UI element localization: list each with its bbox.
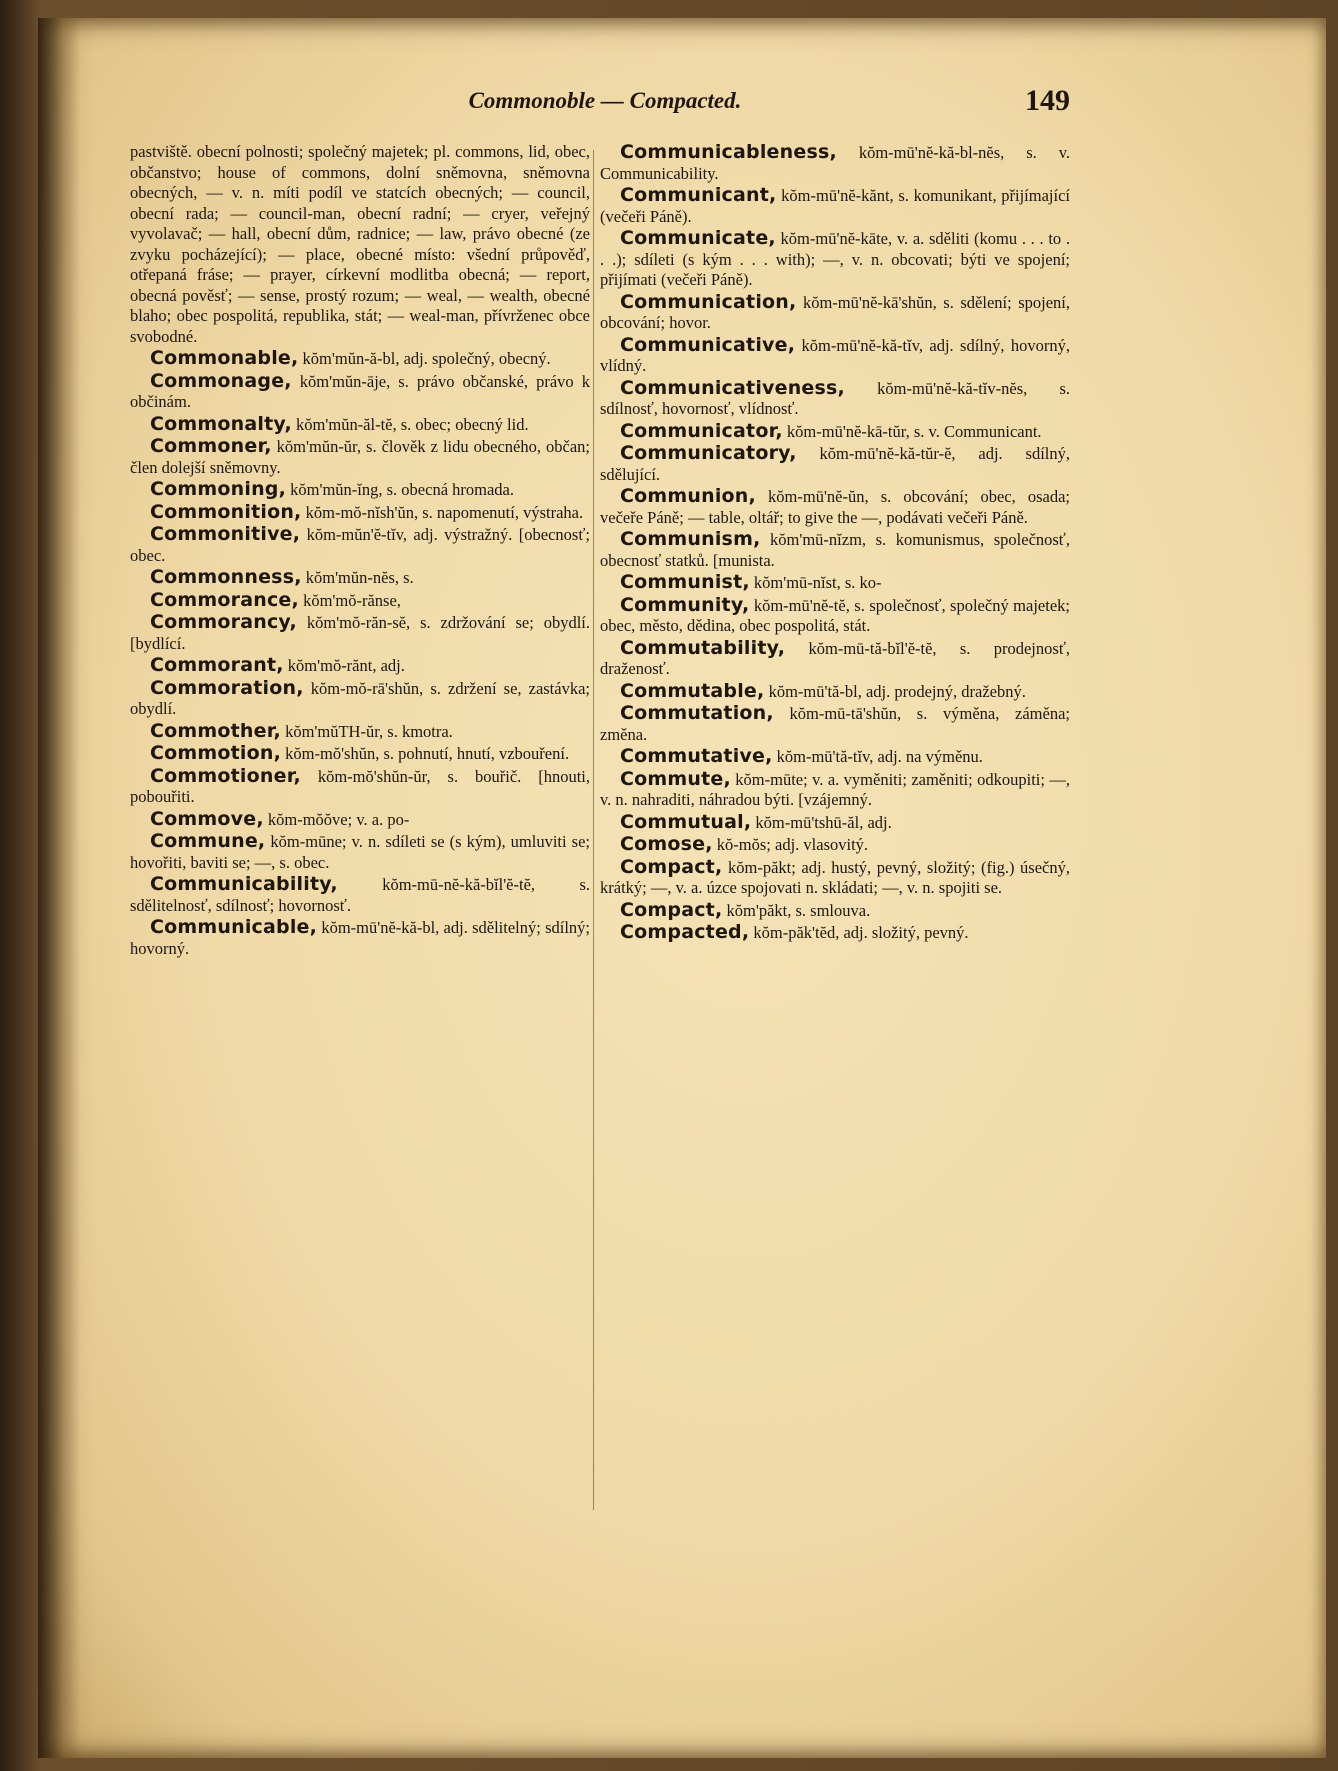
book-gutter	[38, 18, 80, 1758]
entry-headword: Communion,	[620, 485, 756, 507]
right-column	[600, 142, 1070, 945]
dictionary-entry	[600, 292, 1070, 334]
entry-headword: Commutual,	[620, 810, 752, 833]
entry-definition: kŏm'mŭn-ăl-tĕ, s. obec; obecný lid.	[291, 414, 529, 434]
entry-headword: Commonness,	[150, 566, 302, 588]
entry-headword: Communicatory,	[620, 442, 797, 464]
entry-headword: Communist,	[620, 571, 750, 593]
entry-headword: Commute,	[620, 767, 731, 790]
dictionary-entry	[600, 378, 1070, 420]
entry-definition: kŏm'mŭn-ĭng, s. obecná hromada.	[286, 480, 514, 499]
entry-definition: kŏm'mŭn-āje, s. právo občanské, právo k občinám.	[130, 371, 590, 411]
entry-definition: kŏm-mū'nĕ-kāte, v. a. sděliti (komu . . . to . . .); sdíleti (s kým . . . with); —, v. n. obcovati; býti ve spojení; přijímati (večeři Páně).	[600, 229, 1070, 289]
entry-definition: kŏm-mŏŏve; v. a. po-	[263, 809, 410, 829]
entry-headword: Communicativeness,	[620, 376, 845, 399]
entry-headword: Commove,	[150, 807, 264, 830]
entry-headword: Compact,	[620, 898, 723, 921]
dictionary-entry	[600, 142, 1070, 184]
entry-headword: Communism,	[620, 528, 761, 550]
entry-definition: kŏm-mū'nĕ-kă-tŭr-ĕ, adj. sdílný, sdělující.	[600, 444, 1070, 484]
entry-headword: Communicability,	[150, 873, 338, 895]
entry-definition: kŏm-mū'tshū-ăl, adj.	[751, 812, 892, 832]
dictionary-entry	[600, 857, 1070, 899]
entry-definition: kŏ-mŏs; adj. vlasovitý.	[712, 835, 869, 854]
entry-definition: kŏm'mŏ-rănse,	[298, 590, 401, 610]
dictionary-entry	[130, 809, 590, 831]
entry-definition: kŏm'păkt, s. smlouva.	[722, 900, 871, 920]
entry-headword: Commoration,	[150, 676, 304, 699]
entry-definition: kŏm'mŭTH-ŭr, s. kmotra.	[280, 721, 453, 741]
entry-headword: Commotioner,	[150, 764, 301, 787]
dictionary-entry	[130, 567, 590, 589]
entry-definition: kŏm-mū'nĕ-kā-tŭr, s. v. Communicant.	[782, 421, 1042, 441]
dictionary-entry	[600, 595, 1070, 637]
entry-definition: kŏm-mū'nĕ-tĕ, s. společnosť, společný majetek; obec, město, dědina, obec pospolitá, stát.	[600, 595, 1070, 635]
dictionary-entry	[130, 721, 590, 743]
dictionary-entry	[130, 743, 590, 765]
entry-definition: kŏm-mūne; v. n. sdíleti se (s kým), umluviti se; hovořiti, baviti se; —, s. obec.	[130, 832, 590, 872]
dictionary-entry	[600, 486, 1070, 528]
dictionary-entry	[130, 371, 590, 413]
entry-headword: Commonalty,	[150, 412, 292, 435]
entry-headword: Comose,	[620, 833, 713, 855]
entry-headword: Communicant,	[620, 184, 777, 206]
entry-definition: kŏm'mŏ-răn-sĕ, s. zdržování se; obydlí. [bydlící.	[130, 613, 590, 653]
entry-definition: kŏm'mŭn-ă-bl, adj. společný, obecný.	[298, 349, 551, 368]
entry-definition: kŏm-mūte; v. a. vyměniti; zaměniti; odkoupiti; —, v. n. nahraditi, náhradou býti. [vzájemný.	[600, 769, 1070, 809]
dictionary-entry	[600, 529, 1070, 571]
entry-definition: pastviště. obecní polnosti; společný majetek; pl. commons, lid, obec, občanstvo; house of commons, dolní sněmovna, sněmovna obecných, — v. n. míti podíl ve statcích obecných; — council, obecní rada; — council-man, obecní radní; — cryer, veřejný vyvolavač; — hall, obecní dům, radnice; — law, právo obecné (ze zvyku pocházející); — place, obecné místo: všední průpověď, otřepaná fráse; — prayer, církevní modlitba obecná; — report, obecná pověsť; — sense, prostý rozum; — weal, — wealth, obecné blaho; obec pospolitá, republika, stát; — weal-man, přívrženec obce svobodné.	[130, 142, 590, 346]
dictionary-entry	[600, 922, 1070, 944]
entry-headword: Commutation,	[620, 702, 774, 724]
dictionary-entry	[130, 655, 590, 677]
dictionary-entry	[130, 831, 590, 873]
entry-headword: Commutable,	[620, 679, 765, 702]
entry-definition: kŏm'mū-nĭzm, s. komunismus, společnosť, obecnosť statků. [munista.	[600, 530, 1070, 570]
entry-definition: kŏm-mū'nĕ-kā'shŭn, s. sdělení; spojení, obcování; hovor.	[600, 292, 1070, 332]
dictionary-entry	[130, 678, 590, 720]
entry-headword: Commorance,	[150, 588, 299, 611]
dictionary-entry	[600, 681, 1070, 703]
dictionary-entry	[600, 769, 1070, 811]
dictionary-entry	[130, 348, 590, 370]
entry-definition: kŏm-mū'nĕ-kă-bl-nĕs, s. v. Communicability.	[600, 143, 1070, 183]
dictionary-entry	[600, 638, 1070, 680]
column-divider	[593, 150, 594, 1510]
entry-definition: kŏm-mū'tă-bl, adj. prodejný, dražebný.	[764, 681, 1026, 701]
entry-headword: Communicate,	[620, 227, 776, 249]
entry-definition: kŏm-mū'nĕ-kă-tĭv, adj. sdílný, hovorný, vlídný.	[600, 335, 1070, 375]
entry-headword: Commune,	[150, 830, 266, 852]
dictionary-entry	[600, 421, 1070, 443]
entry-definition: kŏm-mŭn'ĕ-tĭv, adj. výstražný. [obecnosť; obec.	[130, 525, 590, 565]
entry-headword: Commonition,	[150, 500, 302, 523]
entry-definition: kŏm-mŏ-rā'shŭn, s. zdržení se, zastávka; obydlí.	[130, 678, 590, 718]
dictionary-entry	[130, 414, 590, 436]
dictionary-entry	[600, 335, 1070, 377]
dictionary-entry	[130, 502, 590, 524]
dictionary-entry	[600, 812, 1070, 834]
entry-headword: Communicable,	[150, 916, 318, 938]
entry-definition: kŏm'mū-nĭst, s. ko-	[749, 573, 882, 592]
entry-headword: Commonable,	[150, 347, 299, 369]
entry-headword: Commonitive,	[150, 523, 301, 545]
dictionary-entry	[130, 874, 590, 916]
dictionary-entry	[130, 524, 590, 566]
dictionary-entry	[600, 185, 1070, 227]
entry-headword: Communicator,	[620, 419, 783, 442]
entry-definition: kŏm-mū-tā'shŭn, s. výměna, záměna; změna.	[600, 704, 1070, 744]
entry-definition: kŏm-mŏ'shŭn-ŭr, s. bouřič. [hnouti, pobouřiti.	[130, 766, 590, 806]
entry-headword: Commonage,	[150, 369, 292, 392]
dictionary-entry	[130, 917, 590, 959]
dictionary-entry	[600, 228, 1070, 291]
dictionary-entry	[600, 443, 1070, 485]
entry-definition: kŏm-mū'nĕ-kă-bl, adj. sdělitelný; sdílný; hovorný.	[130, 918, 590, 958]
page-number: 149	[1025, 84, 1070, 117]
dictionary-entry	[130, 766, 590, 808]
dictionary-entry	[130, 142, 590, 347]
dictionary-entry	[600, 703, 1070, 745]
entry-definition: kŏm'mŏ-rănt, adj.	[283, 656, 405, 675]
dictionary-entry	[130, 590, 590, 612]
entry-headword: Commutative,	[620, 745, 773, 767]
entry-definition: kŏm'mŭn-ŭr, s. člověk z lidu obecného, občan; člen dolejší sněmovny.	[130, 437, 590, 477]
entry-headword: Communicableness,	[620, 141, 837, 163]
entry-definition: kŏm-păkt; adj. hustý, pevný, složitý; (fig.) úsečný, krátký; —, v. a. úzce spojovati n. skládati; —, v. n. spojiti se.	[600, 857, 1070, 897]
dictionary-entry	[130, 436, 590, 478]
entry-headword: Commutability,	[620, 636, 786, 659]
entry-definition: kŏm-mū'nĕ-kă-tĭv-nĕs, s. sdílnosť, hovornosť, vlídnosť.	[600, 378, 1070, 418]
entry-headword: Commorant,	[150, 654, 284, 676]
entry-definition: kŏm-mū-tă-bĭl'ĕ-tĕ, s. prodejnosť, draženosť.	[600, 638, 1070, 678]
dictionary-entry	[130, 479, 590, 501]
entry-definition: kŏm-mŏ-nĭsh'ŭn, s. napomenutí, výstraha.	[301, 502, 584, 522]
entry-headword: Communication,	[620, 290, 797, 313]
entry-definition: kŏm-păk'tĕd, adj. složitý, pevný.	[749, 923, 969, 942]
entry-headword: Compact,	[620, 855, 723, 878]
left-column	[130, 142, 590, 960]
entry-headword: Compacted,	[620, 921, 750, 943]
dictionary-entry	[600, 746, 1070, 768]
entry-definition: kŏm-mū'nĕ-ŭn, s. obcování; obec, osada; večeře Páně; — table, oltář; to give the —, podávati večeři Páně.	[600, 487, 1070, 527]
entry-headword: Commoner,	[150, 435, 272, 457]
entry-definition: kŏm-mū-nĕ-kă-bĭl'ĕ-tĕ, s. sdělitelnosť, sdílnosť; hovornosť.	[130, 875, 590, 915]
dictionary-entry	[600, 900, 1070, 922]
entry-definition: kŏm-mū'tă-tĭv, adj. na výměnu.	[772, 747, 983, 766]
entry-headword: Commorancy,	[150, 611, 297, 633]
dictionary-entry	[130, 612, 590, 654]
entry-definition: kŏm-mŏ'shŭn, s. pohnutí, hnutí, vzbouření.	[281, 744, 570, 763]
entry-headword: Community,	[620, 593, 750, 616]
dictionary-entry	[600, 834, 1070, 856]
entry-definition: kŏm'mŭn-nĕs, s.	[301, 568, 414, 587]
dictionary-entry	[600, 572, 1070, 594]
entry-definition: kŏm-mū'nĕ-kănt, s. komunikant, přijímající (večeři Páně).	[600, 186, 1070, 226]
entry-headword: Communicative,	[620, 333, 796, 356]
entry-headword: Commoning,	[150, 478, 287, 500]
entry-headword: Commotion,	[150, 742, 282, 764]
entry-headword: Commother,	[150, 719, 281, 742]
running-header: Commonoble — Compacted.	[468, 88, 742, 113]
